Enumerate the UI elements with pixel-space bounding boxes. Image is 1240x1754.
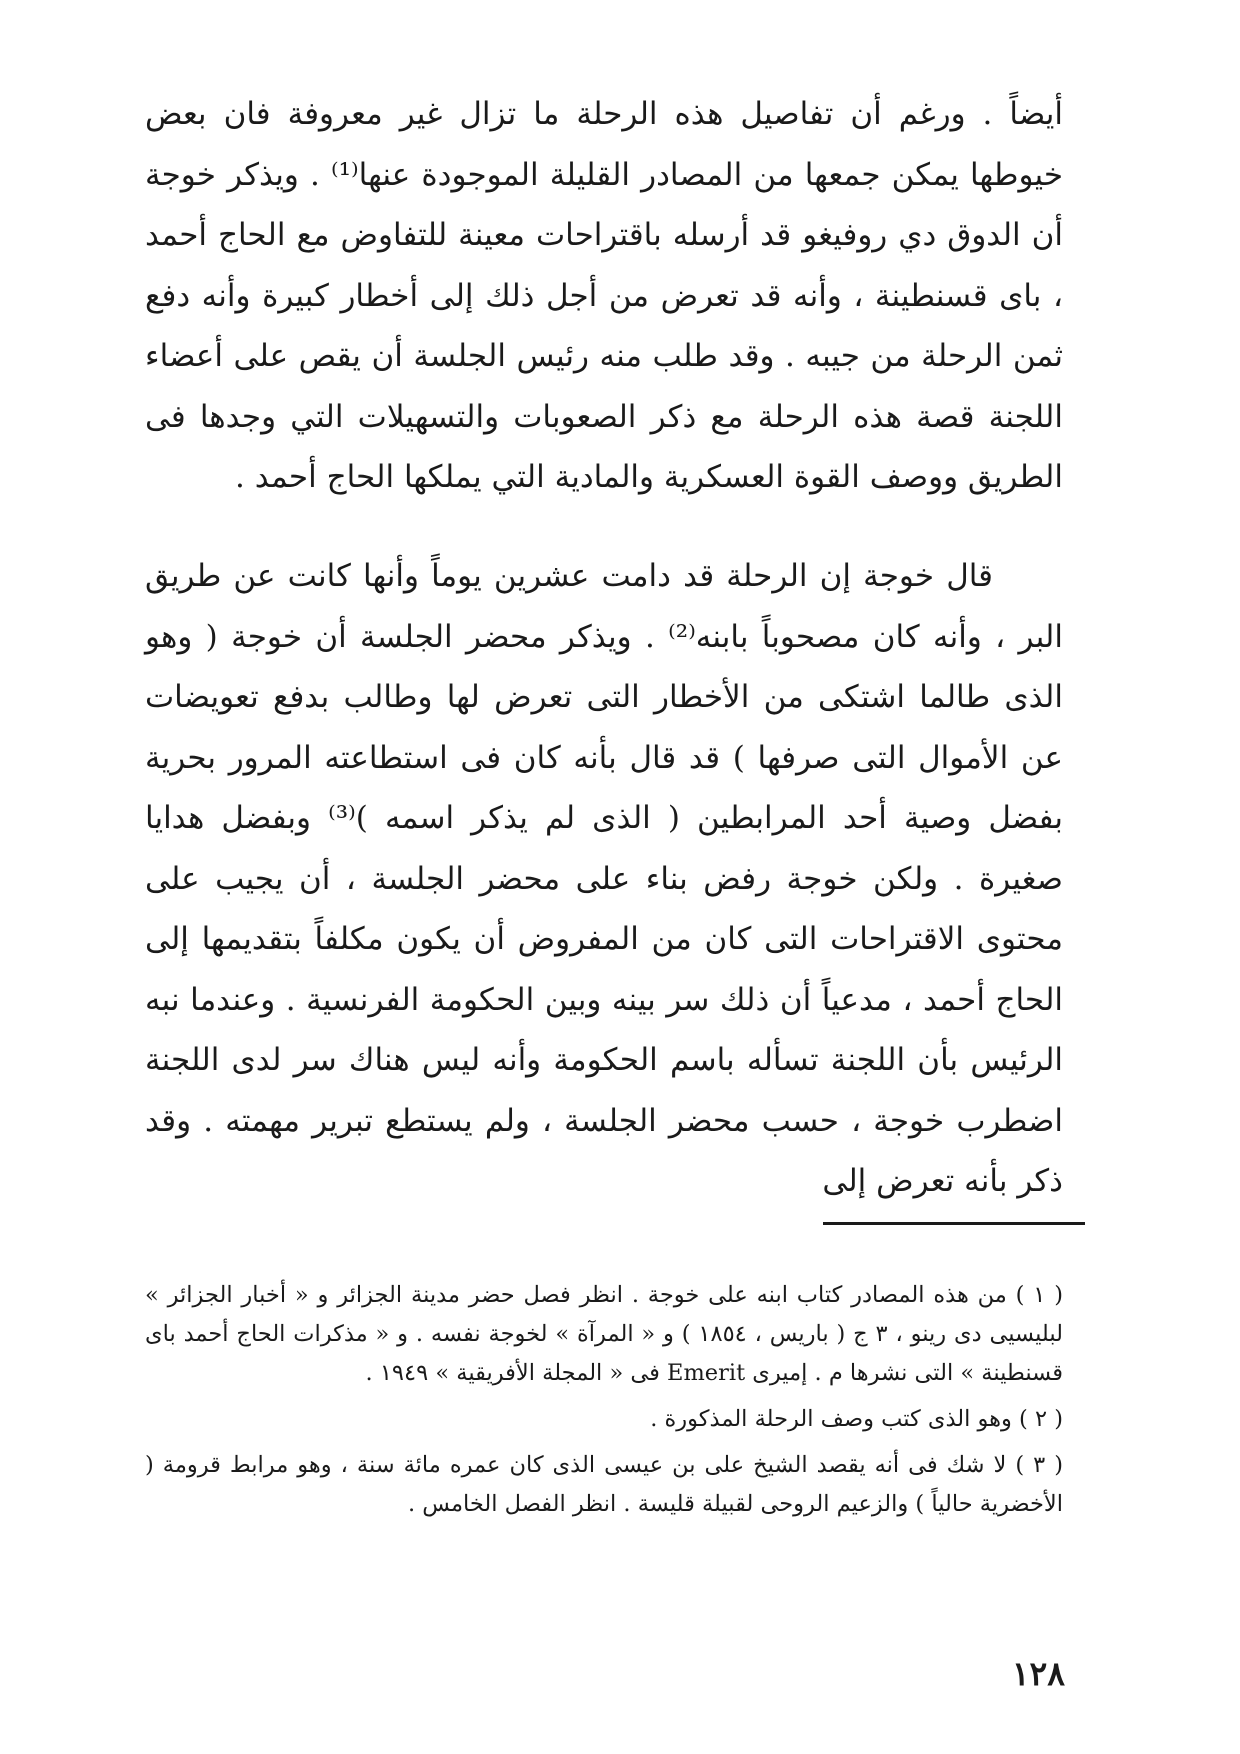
body-paragraph-1: أيضاً . ورغم أن تفاصيل هذه الرحلة ما تزال غير معروفة فان بعض خيوطها يمكن جمعها من المصادر القليلة الموجودة عنها⁽¹⁾ . ويذكر خوجة أن الدوق دي روفيغو قد أرسله باقتراحات معينة للتفاوض مع الحاج أحمد ، باى قسنطينة ، وأنه قد تعرض من أجل ذلك إلى أخطار كبيرة وأنه دفع ثمن الرحلة من جيبه . وقد طلب منه رئيس الجلسة أن يقص على أعضاء اللجنة قصة هذه الرحلة مع ذكر الصعوبات والتسهيلات التي وجدها فى الطريق ووصف القوة العسكرية والمادية التي يملكها الحاج أحمد . bbox=[145, 96, 1063, 495]
footnote-2: ( ٢ ) وهو الذى كتب وصف الرحلة المذكورة . bbox=[650, 1406, 1063, 1432]
footnotes bbox=[145, 1276, 1063, 1531]
footnote-1: ( ١ ) من هذه المصادر كتاب ابنه على خوجة . انظر فصل حضر مدينة الجزائر و « أخبار الجزائر » لبليسيى دى رينو ، ٣ ج ( باريس ، ١٨٥٤ ) و « المرآة » لخوجة نفسه . و « مذكرات الحاج أحمد باى قسنطينة » التى نشرها م . إميرى Emerit فى « المجلة الأفريقية » ١٩٤٩ . bbox=[145, 1282, 1063, 1386]
body-paragraph-2: قال خوجة إن الرحلة قد دامت عشرين يوماً وأنها كانت عن طريق البر ، وأنه كان مصحوباً بابنه⁽²⁾ . ويذكر محضر الجلسة أن خوجة ( وهو الذى طالما اشتكى من الأخطار التى تعرض لها وطالب بدفع تعويضات عن الأموال التى صرفها ) قد قال بأنه كان فى استطاعته المرور بحرية بفضل وصية أحد المرابطين ( الذى لم يذكر اسمه )⁽³⁾ وبفضل هدايا صغيرة . ولكن خوجة رفض بناء على محضر الجلسة ، أن يجيب على محتوى الاقتراحات التى كان من المفروض أن يكون مكلفاً بتقديمها إلى الحاج أحمد ، مدعياً أن ذلك سر بينه وبين الحكومة الفرنسية . وعندما نبه الرئيس بأن اللجنة تسأله باسم الحكومة وأنه ليس هناك سر لدى اللجنة اضطرب خوجة ، حسب محضر الجلسة ، ولم يستطع تبرير مهمته . وقد ذكر بأنه تعرض إلى bbox=[145, 558, 1063, 1199]
footnote-separator bbox=[823, 1222, 1085, 1225]
page-number: ١٢٨ bbox=[1011, 1654, 1065, 1693]
footnote-3: ( ٣ ) لا شك فى أنه يقصد الشيخ على بن عيسى الذى كان عمره مائة سنة ، وهو مرابط قرومة ( الأخضرية حالياً ) والزعيم الروحى لقبيلة قليسة . انظر الفصل الخامس . bbox=[145, 1452, 1063, 1517]
